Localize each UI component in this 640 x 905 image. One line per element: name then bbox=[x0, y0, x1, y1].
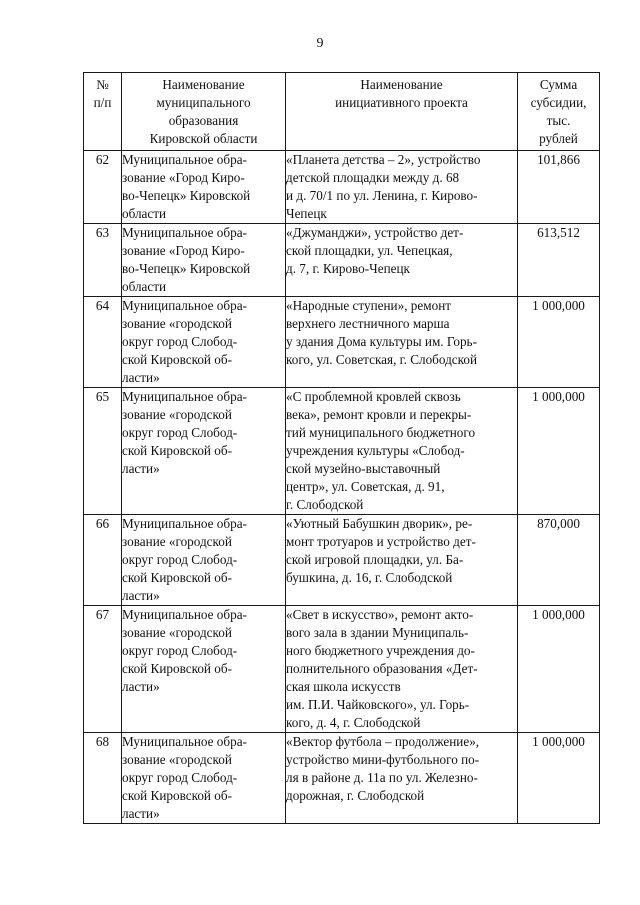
text-line: века», ремонт кровли и перекры- bbox=[286, 407, 472, 422]
municipality-name bbox=[122, 151, 286, 224]
text-line: зование «городской bbox=[122, 407, 232, 422]
text-line: тыс. bbox=[546, 113, 571, 128]
text-line: тий муниципального бюджетного bbox=[286, 425, 476, 440]
text-line: рублей bbox=[539, 131, 578, 146]
text-line: Муниципальное обра- bbox=[122, 152, 247, 167]
header-sum bbox=[518, 73, 600, 151]
project-name bbox=[286, 297, 518, 388]
row-number: 62 bbox=[84, 151, 122, 224]
text-line: кого, д. 4, г. Слободской bbox=[286, 715, 421, 730]
header-num bbox=[84, 73, 122, 151]
text-line: у здания Дома культуры им. Горь- bbox=[286, 334, 477, 349]
text-line: зование «Город Киро- bbox=[122, 243, 245, 258]
text-line: ской игровой площадки, ул. Ба- bbox=[286, 552, 464, 567]
row-number: 66 bbox=[84, 515, 122, 606]
text-line: зование «Город Киро- bbox=[122, 170, 245, 185]
municipality-name bbox=[122, 224, 286, 297]
text-line: Кировской области bbox=[149, 131, 258, 146]
text-line: п/п bbox=[93, 95, 112, 110]
row-number: 65 bbox=[84, 388, 122, 515]
text-line: полнительного образования «Дет- bbox=[286, 661, 478, 676]
text-line: вого зала в здании Муниципаль- bbox=[286, 625, 469, 640]
text-line: ного бюджетного учреждения до- bbox=[286, 643, 475, 658]
text-line: «Джуманджи», устройство дет- bbox=[286, 225, 464, 240]
table-row bbox=[84, 606, 600, 733]
text-line: области bbox=[122, 206, 167, 221]
text-line: ласти» bbox=[122, 806, 160, 821]
text-line: Сумма bbox=[539, 77, 578, 92]
text-line: учреждения культуры «Слобод- bbox=[286, 443, 465, 458]
subsidy-amount: 1 000,000 bbox=[518, 297, 600, 388]
text-line: ской площадки, ул. Чепецкая, bbox=[286, 243, 453, 258]
subsidy-amount: 101,866 bbox=[518, 151, 600, 224]
text-line: зование «городской bbox=[122, 625, 232, 640]
text-line: «С проблемной кровлей сквозь bbox=[286, 389, 461, 404]
municipality-name bbox=[122, 388, 286, 515]
municipality-name bbox=[122, 515, 286, 606]
table-row bbox=[84, 224, 600, 297]
text-line: ской Кировской об- bbox=[122, 352, 232, 367]
row-number: 67 bbox=[84, 606, 122, 733]
text-line: Муниципальное обра- bbox=[122, 734, 247, 749]
text-line: ская школа искусств bbox=[286, 679, 401, 694]
text-line: «Планета детства – 2», устройство bbox=[286, 152, 481, 167]
text-line: образования bbox=[168, 113, 239, 128]
text-line: «Уютный Бабушкин дворик», ре- bbox=[286, 516, 473, 531]
subsidy-amount: 1 000,000 bbox=[518, 733, 600, 824]
text-line: ской Кировской об- bbox=[122, 661, 232, 676]
text-line: центр», ул. Советская, д. 91, bbox=[286, 479, 445, 494]
subsidy-amount: 1 000,000 bbox=[518, 388, 600, 515]
text-line: Муниципальное обра- bbox=[122, 516, 247, 531]
text-line: ласти» bbox=[122, 679, 160, 694]
text-line: «Народные ступени», ремонт bbox=[286, 298, 452, 313]
municipality-name bbox=[122, 297, 286, 388]
subsidy-amount: 870,000 bbox=[518, 515, 600, 606]
text-line: Чепецк bbox=[286, 206, 327, 221]
text-line: бушкина, д. 16, г. Слободской bbox=[286, 570, 453, 585]
text-line: № bbox=[96, 77, 109, 92]
table-row bbox=[84, 733, 600, 824]
text-line: Муниципальное обра- bbox=[122, 298, 247, 313]
row-number: 64 bbox=[84, 297, 122, 388]
text-line: детской площадки между д. 68 bbox=[286, 170, 460, 185]
text-line: г. Слободской bbox=[286, 497, 364, 512]
text-line: и д. 70/1 по ул. Ленина, г. Кирово- bbox=[286, 188, 478, 203]
header-municipality bbox=[122, 73, 286, 151]
text-line: им. П.И. Чайковского», ул. Горь- bbox=[286, 697, 470, 712]
table-row bbox=[84, 388, 600, 515]
text-line: кого, ул. Советская, г. Слободской bbox=[286, 352, 478, 367]
municipality-name bbox=[122, 606, 286, 733]
text-line: округ город Слобод- bbox=[122, 770, 238, 785]
text-line: ской Кировской об- bbox=[122, 443, 232, 458]
table-header-row bbox=[84, 73, 600, 151]
text-line: верхнего лестничного марша bbox=[286, 316, 450, 331]
text-line: округ город Слобод- bbox=[122, 552, 238, 567]
text-line: округ город Слобод- bbox=[122, 643, 238, 658]
subsidy-amount: 613,512 bbox=[518, 224, 600, 297]
text-line: муниципального bbox=[156, 95, 251, 110]
text-line: д. 7, г. Кирово-Чепецк bbox=[286, 261, 410, 276]
text-line: инициативного проекта bbox=[335, 95, 468, 110]
text-line: ской Кировской об- bbox=[122, 788, 232, 803]
project-name bbox=[286, 388, 518, 515]
text-line: Наименование bbox=[162, 77, 245, 92]
text-line: ской музейно-выставочный bbox=[286, 461, 441, 476]
text-line: округ город Слобод- bbox=[122, 425, 238, 440]
text-line: зование «городской bbox=[122, 752, 232, 767]
text-line: ласти» bbox=[122, 461, 160, 476]
text-line: во-Чепецк» Кировской bbox=[122, 261, 251, 276]
row-number: 63 bbox=[84, 224, 122, 297]
text-line: округ город Слобод- bbox=[122, 334, 238, 349]
project-name bbox=[286, 606, 518, 733]
header-project bbox=[286, 73, 518, 151]
page-number: 9 bbox=[316, 36, 324, 51]
text-line: ласти» bbox=[122, 370, 160, 385]
text-line: во-Чепецк» Кировской bbox=[122, 188, 251, 203]
table-row bbox=[84, 297, 600, 388]
project-name bbox=[286, 515, 518, 606]
text-line: ласти» bbox=[122, 588, 160, 603]
text-line: Наименование bbox=[360, 77, 443, 92]
row-number: 68 bbox=[84, 733, 122, 824]
text-line: субсидии, bbox=[530, 95, 587, 110]
subsidy-amount: 1 000,000 bbox=[518, 606, 600, 733]
text-line: ля в районе д. 11а по ул. Железно- bbox=[286, 770, 478, 785]
text-line: устройство мини-футбольного по- bbox=[286, 752, 480, 767]
text-line: ской Кировской об- bbox=[122, 570, 232, 585]
text-line: зование «городской bbox=[122, 534, 232, 549]
text-line: «Свет в искусство», ремонт акто- bbox=[286, 607, 474, 622]
text-line: Муниципальное обра- bbox=[122, 225, 247, 240]
project-name bbox=[286, 224, 518, 297]
table-row bbox=[84, 515, 600, 606]
text-line: дорожная, г. Слободской bbox=[286, 788, 425, 803]
subsidy-table bbox=[83, 72, 600, 824]
text-line: монт тротуаров и устройство дет- bbox=[286, 534, 476, 549]
project-name bbox=[286, 733, 518, 824]
table-row bbox=[84, 151, 600, 224]
project-name bbox=[286, 151, 518, 224]
text-line: области bbox=[122, 279, 167, 294]
text-line: зование «городской bbox=[122, 316, 232, 331]
text-line: Муниципальное обра- bbox=[122, 389, 247, 404]
text-line: Муниципальное обра- bbox=[122, 607, 247, 622]
text-line: «Вектор футбола – продолжение», bbox=[286, 734, 480, 749]
municipality-name bbox=[122, 733, 286, 824]
